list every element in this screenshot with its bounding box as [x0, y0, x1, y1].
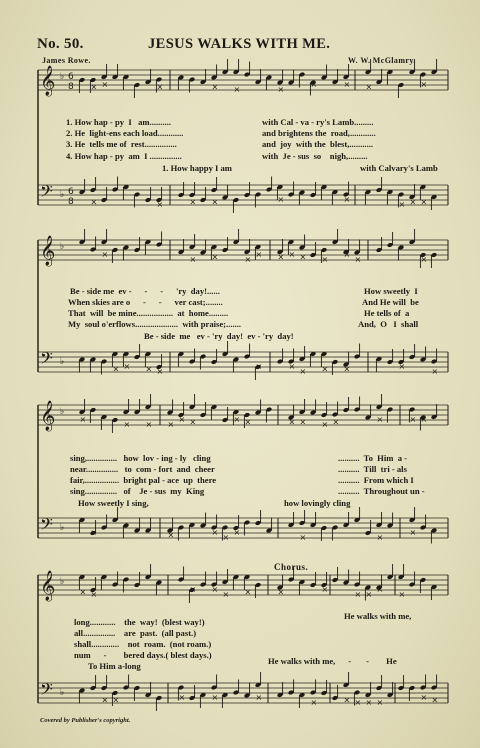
treble-clef-icon: 𝄞	[40, 66, 56, 96]
lyric-line-right: .......... Till tri - als	[338, 464, 407, 474]
lyric-line-right: And, O I shall	[358, 319, 419, 329]
shape-note-head: ×	[244, 255, 252, 264]
shape-note-head: ×	[376, 415, 384, 424]
shape-note-head: ×	[211, 528, 219, 537]
lyric-line-left: fair,................ bright pal - ace up there	[70, 475, 217, 485]
lyric-line-left: How sweetly I sing,	[78, 498, 149, 508]
lyric-line-right: And He will be	[362, 297, 419, 307]
shape-note-head: ×	[211, 693, 219, 702]
time-signature-top: 6	[68, 72, 74, 82]
time-signature-top: 6	[68, 187, 74, 197]
lyric-line-right: .......... To Him a -	[338, 453, 407, 463]
shape-note-head: ×	[244, 587, 252, 597]
lyric-line-left: near............... to com - fort and cheer	[70, 464, 215, 474]
shape-note-head: ×	[101, 695, 109, 705]
shape-note-head: ×	[255, 362, 263, 371]
chorus-label: Chorus.	[274, 562, 309, 572]
lyric-line-right: and brightens the road,............	[262, 128, 376, 138]
treble-clef-icon: 𝄞	[40, 571, 56, 601]
lyric-line-left: To Him a-long	[88, 661, 141, 671]
lyric-line-left: sing,.............. how lov - ing - ly cling	[70, 453, 211, 463]
shape-note-head: ×	[354, 255, 362, 264]
shape-note-head: ×	[431, 695, 439, 705]
lyric-line-left: num - bered days.( blest days.)	[74, 650, 212, 660]
lyric-line-right: .......... From which I	[338, 475, 414, 485]
shape-note-head: ×	[354, 698, 362, 707]
lyric-line-left: 4. How hap - py am I ...............	[66, 151, 182, 161]
shape-note-head: ×	[299, 417, 307, 427]
shape-note-head: ×	[233, 415, 241, 424]
shape-note-head: ×	[420, 197, 428, 207]
shape-note-head: ×	[222, 590, 230, 599]
shape-note-head: ×	[431, 367, 439, 376]
treble-clef-icon: 𝄞	[40, 401, 56, 431]
shape-note-head: ×	[398, 590, 406, 599]
shape-note-head: ×	[156, 200, 164, 209]
shape-note-head: ×	[299, 252, 307, 262]
lyric-line-left: Be - side me ev - 'ry day! ev - 'ry day!	[144, 331, 294, 341]
shape-note-head: ×	[310, 698, 318, 707]
flat-icon: ♭	[60, 577, 65, 587]
shape-note-head: ×	[211, 197, 219, 207]
shape-note-head: ×	[343, 364, 351, 374]
shape-note-head: ×	[343, 195, 351, 204]
shape-note-head: ×	[123, 420, 131, 429]
shape-note-head: ×	[90, 528, 98, 537]
shape-note-head: ×	[277, 587, 285, 597]
lyric-line-right: with Je - sus so nigh,.........	[262, 151, 368, 161]
shape-note-head: ×	[288, 250, 296, 259]
flat-icon: ♭	[60, 72, 65, 82]
shape-note-head: ×	[112, 364, 120, 374]
bass-clef-icon: 𝄢	[40, 679, 53, 703]
shape-note-head: ×	[101, 250, 109, 259]
lyric-line-left: long............ the way! (blest way!)	[74, 617, 205, 627]
shape-note-head: ×	[222, 533, 230, 542]
shape-note-head: ×	[211, 252, 219, 262]
shape-note-head: ×	[90, 197, 98, 207]
shape-note-head: ×	[189, 585, 197, 594]
shape-note-head: ×	[288, 417, 296, 427]
lyricist-credit: James Rowe.	[42, 56, 91, 65]
shape-note-head: ×	[145, 364, 153, 374]
bass-clef-icon: 𝄢	[40, 348, 53, 372]
shape-note-head: ×	[112, 695, 120, 705]
shape-note-head: ×	[90, 82, 98, 92]
lyric-line-right: with Calvary's Lamb	[360, 163, 438, 173]
flat-icon: ♭	[60, 688, 65, 698]
bass-clef-icon: 𝄢	[40, 514, 53, 538]
shape-note-head: ×	[178, 693, 186, 702]
lyric-line-right: He tells of a	[364, 308, 410, 318]
flat-icon: ♭	[60, 523, 65, 533]
lyric-line-left: sing............... of Je - sus my King	[70, 486, 205, 496]
shape-note-head: ×	[255, 250, 263, 259]
lyric-line-left: 2. He light-ens each load............	[66, 128, 184, 138]
lyric-line-right: He walks with me, - - He	[268, 656, 397, 666]
shape-note-head: ×	[409, 528, 417, 537]
shape-note-head: ×	[310, 80, 318, 89]
shape-note-head: ×	[189, 417, 197, 427]
hymn-number: No. 50.	[37, 36, 84, 52]
shape-note-head: ×	[376, 533, 384, 542]
time-signature-bottom: 8	[68, 82, 74, 92]
composer-credit: W. W. McGlamry.	[348, 56, 416, 65]
lyric-line-left: 1. How hap - py I am..........	[66, 117, 172, 127]
shape-note-head: ×	[321, 585, 329, 594]
shape-note-head: ×	[420, 693, 428, 702]
bass-clef-icon: 𝄢	[40, 181, 53, 205]
lyric-line-left: When skies are o - - ver cast;........	[68, 297, 223, 307]
shape-note-head: ×	[277, 252, 285, 262]
lyric-line-right: .......... Throughout un -	[338, 486, 425, 496]
shape-note-head: ×	[321, 420, 329, 429]
shape-note-head: ×	[178, 415, 186, 424]
shape-note-head: ×	[123, 362, 131, 371]
shape-note-head: ×	[332, 417, 340, 427]
shape-note-head: ×	[79, 415, 87, 424]
shape-note-head: ×	[365, 698, 373, 707]
shape-note-head: ×	[156, 367, 164, 376]
shape-note-head: ×	[145, 420, 153, 429]
lyric-line-right: How sweetly I	[364, 286, 418, 296]
shape-note-head: ×	[277, 195, 285, 204]
shape-note-head: ×	[299, 533, 307, 542]
lyric-line-left: all............... are past. (all past.)	[74, 628, 197, 638]
shape-note-head: ×	[189, 255, 197, 264]
lyric-line-right: He walks with me,	[344, 611, 412, 621]
flat-icon: ♭	[60, 190, 65, 200]
flat-icon: ♭	[60, 407, 65, 417]
shape-note-head: ×	[321, 364, 329, 374]
shape-note-head: ×	[376, 698, 384, 707]
flat-icon: ♭	[60, 242, 65, 252]
lyric-line-left: Be - side me ev - - - 'ry day!......	[70, 286, 220, 296]
lyric-line-left: 3. He tells me of rest...............	[66, 139, 177, 149]
shape-note-head: ×	[244, 417, 252, 427]
shape-note-head: ×	[156, 82, 164, 92]
shape-note-head: ×	[376, 585, 384, 594]
shape-note-head: ×	[211, 82, 219, 92]
shape-note-head: ×	[167, 420, 175, 429]
shape-note-head: ×	[277, 85, 285, 94]
shape-note-head: ×	[420, 415, 428, 424]
shape-note-head: ×	[101, 80, 109, 89]
shape-note-head: ×	[189, 197, 197, 207]
shape-note-head: ×	[365, 82, 373, 92]
shape-note-head: ×	[167, 530, 175, 540]
shape-note-head: ×	[233, 85, 241, 94]
shape-note-head: ×	[343, 695, 351, 705]
shape-note-head: ×	[409, 197, 417, 207]
lyric-line-right: how lovingly cling	[284, 498, 351, 508]
copyright-notice: Covered by Publisher's copyright.	[40, 717, 131, 724]
flat-icon: ♭	[60, 357, 65, 367]
shape-note-head: ×	[343, 250, 351, 259]
lyric-line-left: My soul o'erflows.................... with praise;.......	[68, 319, 242, 329]
shape-note-head: ×	[288, 362, 296, 371]
lyric-line-left: 1. How happy I am	[162, 163, 232, 173]
shape-note-head: ×	[398, 362, 406, 371]
treble-clef-icon: 𝄞	[40, 236, 56, 266]
shape-note-head: ×	[354, 590, 362, 599]
hymn-title: JESUS WALKS WITH ME.	[148, 36, 331, 52]
lyric-line-right: with Cal - va - ry's Lamb.........	[262, 117, 374, 127]
shape-note-head: ×	[420, 80, 428, 89]
shape-note-head: ×	[321, 255, 329, 264]
shape-note-head: ×	[211, 585, 219, 594]
lyric-line-left: shall............. not roam. (not roam.)	[74, 639, 212, 649]
shape-note-head: ×	[255, 693, 263, 702]
shape-note-head: ×	[90, 590, 98, 599]
shape-note-head: ×	[343, 80, 351, 89]
shape-note-head: ×	[420, 255, 428, 264]
shape-note-head: ×	[79, 587, 87, 597]
time-signature-bottom: 8	[68, 197, 74, 207]
shape-note-head: ×	[299, 367, 307, 376]
lyric-line-left: That will be mine................. at home.........	[68, 308, 229, 318]
lyric-line-right: and joy with the blest,...........	[262, 139, 374, 149]
shape-note-head: ×	[365, 590, 373, 599]
shape-note-head: ×	[409, 415, 417, 424]
shape-note-head: ×	[233, 528, 241, 537]
shape-note-head: ×	[398, 200, 406, 209]
